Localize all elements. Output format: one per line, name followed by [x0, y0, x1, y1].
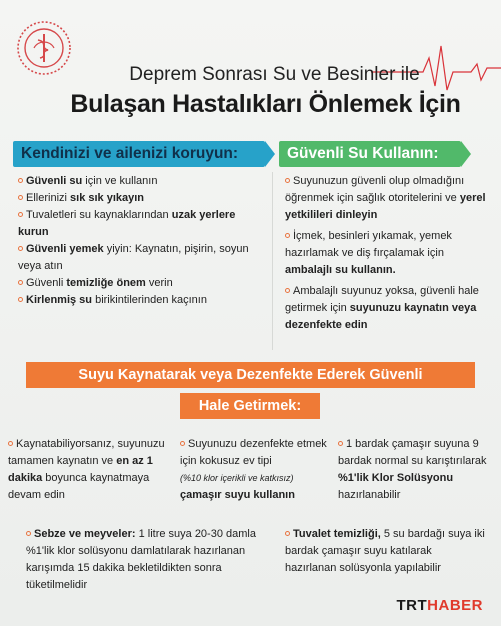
bullet-dot-icon: [18, 297, 23, 302]
list-item: [18, 173, 268, 190]
bullet-dot-icon: [18, 178, 23, 183]
list-item: [285, 228, 490, 279]
toilet-note: [285, 526, 485, 577]
bold-text: Kirlenmiş su: [26, 294, 93, 306]
text: 1 bardak çamaşır suyuna 9 bardak normal su karıştırılarak: [338, 438, 487, 467]
method-boil: [8, 436, 176, 504]
bullet-dot-icon: [26, 531, 31, 536]
bullet-dot-icon: [18, 246, 23, 251]
bold-text: ambalajlı su kullanın.: [285, 264, 396, 276]
bold-text: Sebze ve meyveler:: [34, 528, 136, 540]
disinfect-bold: çamaşır suyu kullanın: [180, 489, 295, 501]
orange-heading-line-1: Suyu Kaynatarak veya Dezenfekte Ederek Güvenli: [26, 362, 475, 388]
text: 5 su bardağı suya iki bardak çamaşır suyu katılarak hazırlanan solüsyonla yapılabilir: [285, 528, 485, 574]
method-disinfect: [180, 436, 338, 504]
list-item: [285, 283, 490, 334]
text: yiyin: Kaynatın, pişirin, soyun veya atın: [18, 243, 249, 272]
left-section-list: [18, 173, 268, 309]
list-item: [18, 241, 268, 275]
bullet-dot-icon: [18, 195, 23, 200]
bullet-dot-icon: [8, 441, 13, 446]
trt-haber-logo: TRTHABER: [396, 597, 483, 614]
bold-text: temizliğe önem: [66, 277, 146, 289]
text: hazırlanabilir: [338, 489, 401, 501]
bold-text: Güvenli yemek: [26, 243, 104, 255]
text: 1 litre suya 20-30 damla %1'lik klor solüsyonu damlatılarak hazırlanan karışımda 15 dakika bekletildikten sonra tüketilmelidir: [26, 528, 256, 591]
orange-heading-line-2: Hale Getirmek:: [180, 393, 320, 419]
text: birikintilerinden kaçının: [92, 294, 207, 306]
disinfect-note: (%10 klor içerikli ve katkısız): [180, 473, 294, 483]
text: verin: [145, 277, 173, 289]
bullet-dot-icon: [285, 288, 290, 293]
text: boyunca kaynatmaya devam edin: [8, 472, 150, 501]
bullet-dot-icon: [338, 441, 343, 446]
text: Ambalajlı suyunuz yoksa, güvenli hale getirmek için: [285, 285, 479, 314]
bullet-dot-icon: [18, 280, 23, 285]
vegetables-note: [26, 526, 256, 594]
text: Suyunuzun güvenli olup olmadığını öğrenmek için sağlık otoritelerini ve: [285, 175, 465, 204]
text: için ve kullanın: [82, 175, 158, 187]
bullet-dot-icon: [285, 178, 290, 183]
right-section-list: [285, 173, 490, 338]
title-line-1: Deprem Sonrası Su ve Besinler ile: [129, 64, 420, 85]
right-section-heading: Güvenli Su Kullanın:: [279, 141, 461, 167]
bold-text: uzak yerlere kurun: [18, 209, 236, 238]
left-section-heading: Kendinizi ve ailenizi koruyun:: [13, 141, 265, 167]
disinfect-text: Suyunuzu dezenfekte etmek için kokusuz ev tipi: [180, 438, 327, 467]
bullet-dot-icon: [285, 531, 290, 536]
bullet-dot-icon: [285, 233, 290, 238]
bold-text: sık sık yıkayın: [70, 192, 145, 204]
title-line-2: Bulaşan Hastalıkları Önlemek İçin: [70, 90, 461, 118]
text: Tuvaletleri su kaynaklarından: [26, 209, 172, 221]
list-item: [18, 292, 268, 309]
bold-text: yerel yetkilileri dinleyin: [285, 192, 486, 221]
text: Ellerinizi: [26, 192, 71, 204]
bold-text: suyunuzu kaynatın veya dezenfekte edin: [285, 302, 477, 331]
bullet-dot-icon: [180, 441, 185, 446]
bullet-dot-icon: [18, 212, 23, 217]
bold-text: Tuvalet temizliği,: [293, 528, 381, 540]
text: Kaynatabiliyorsanız, suyunuzu tamamen kaynatın ve: [8, 438, 165, 467]
text: Güvenli: [26, 277, 67, 289]
bold-text: Güvenli su: [26, 175, 83, 187]
method-chlorine: [338, 436, 494, 504]
list-item: [18, 190, 268, 207]
bold-text: %1'lik Klor Solüsyonu: [338, 472, 454, 484]
list-item: [18, 275, 268, 292]
column-divider: [272, 172, 273, 350]
list-item: [285, 173, 490, 224]
bold-text: en az 1 dakika: [8, 455, 153, 484]
list-item: [18, 207, 268, 241]
text: İçmek, besinleri yıkamak, yemek hazırlamak ve diş fırçalamak için: [285, 230, 452, 259]
